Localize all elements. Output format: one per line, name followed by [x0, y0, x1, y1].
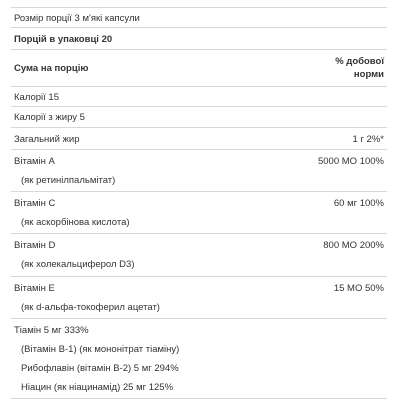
niacin-text: Ніацин (як ніацинамід) 25 мг 125% — [21, 382, 174, 393]
daily-value-header — [335, 55, 384, 81]
vitamin-c-row — [11, 192, 387, 234]
vitamin-d-label: Вітамін D — [14, 240, 56, 251]
vitamin-e-label: Вітамін Е — [14, 283, 55, 294]
vitamin-c-label: Вітамін С — [14, 198, 56, 209]
vitamin-a-row — [11, 150, 387, 192]
thiamine-text: Тіамін 5 мг 333% — [14, 325, 89, 336]
calories-text: Калорії 15 — [14, 92, 59, 103]
daily-value-header-line1: % добової — [335, 56, 384, 67]
servings-per-container-row — [11, 28, 387, 50]
calories-row — [11, 87, 387, 107]
vitamin-d-value: 800 МО 200% — [323, 240, 384, 251]
vitamin-e-source: (як d-альфа-токоферил ацетат) — [21, 302, 160, 313]
vitamin-a-label: Вітамін А — [14, 156, 55, 167]
riboflavin-text: Рибофлавін (вітамін В-2) 5 мг 294% — [21, 363, 179, 374]
calories-from-fat-text: Калорії з жиру 5 — [14, 112, 85, 123]
vitamin-c-source: (як аскорбінова кислота) — [21, 217, 130, 228]
daily-value-header-line2: норми — [353, 69, 384, 80]
serving-size-text: Розмір порції 3 м'які капсули — [14, 13, 140, 24]
thiamine-source: (Вітамін В-1) (як мононітрат тіаміну) — [21, 344, 180, 355]
servings-per-container-text: Порцій в упаковці 20 — [14, 34, 113, 45]
amount-per-serving-label: Сума на порцію — [14, 63, 89, 74]
nutrition-facts-table — [11, 7, 387, 399]
calories-from-fat-row — [11, 107, 387, 128]
total-fat-row — [11, 128, 387, 150]
vitamin-c-value: 60 мг 100% — [333, 198, 384, 209]
b-vitamins-row — [11, 319, 387, 399]
serving-size-row — [11, 7, 387, 28]
vitamin-a-source: (як ретинілпальмітат) — [21, 175, 116, 186]
vitamin-d-source: (як холекальциферол D3) — [21, 259, 135, 270]
vitamin-e-value: 15 МО 50% — [333, 283, 384, 294]
total-fat-label: Загальний жир — [14, 134, 80, 145]
total-fat-value: 1 г 2%* — [352, 134, 384, 145]
vitamin-d-row — [11, 234, 387, 277]
amount-per-serving-header-row — [11, 50, 387, 87]
vitamin-a-value: 5000 МО 100% — [317, 156, 384, 167]
vitamin-e-row — [11, 277, 387, 319]
